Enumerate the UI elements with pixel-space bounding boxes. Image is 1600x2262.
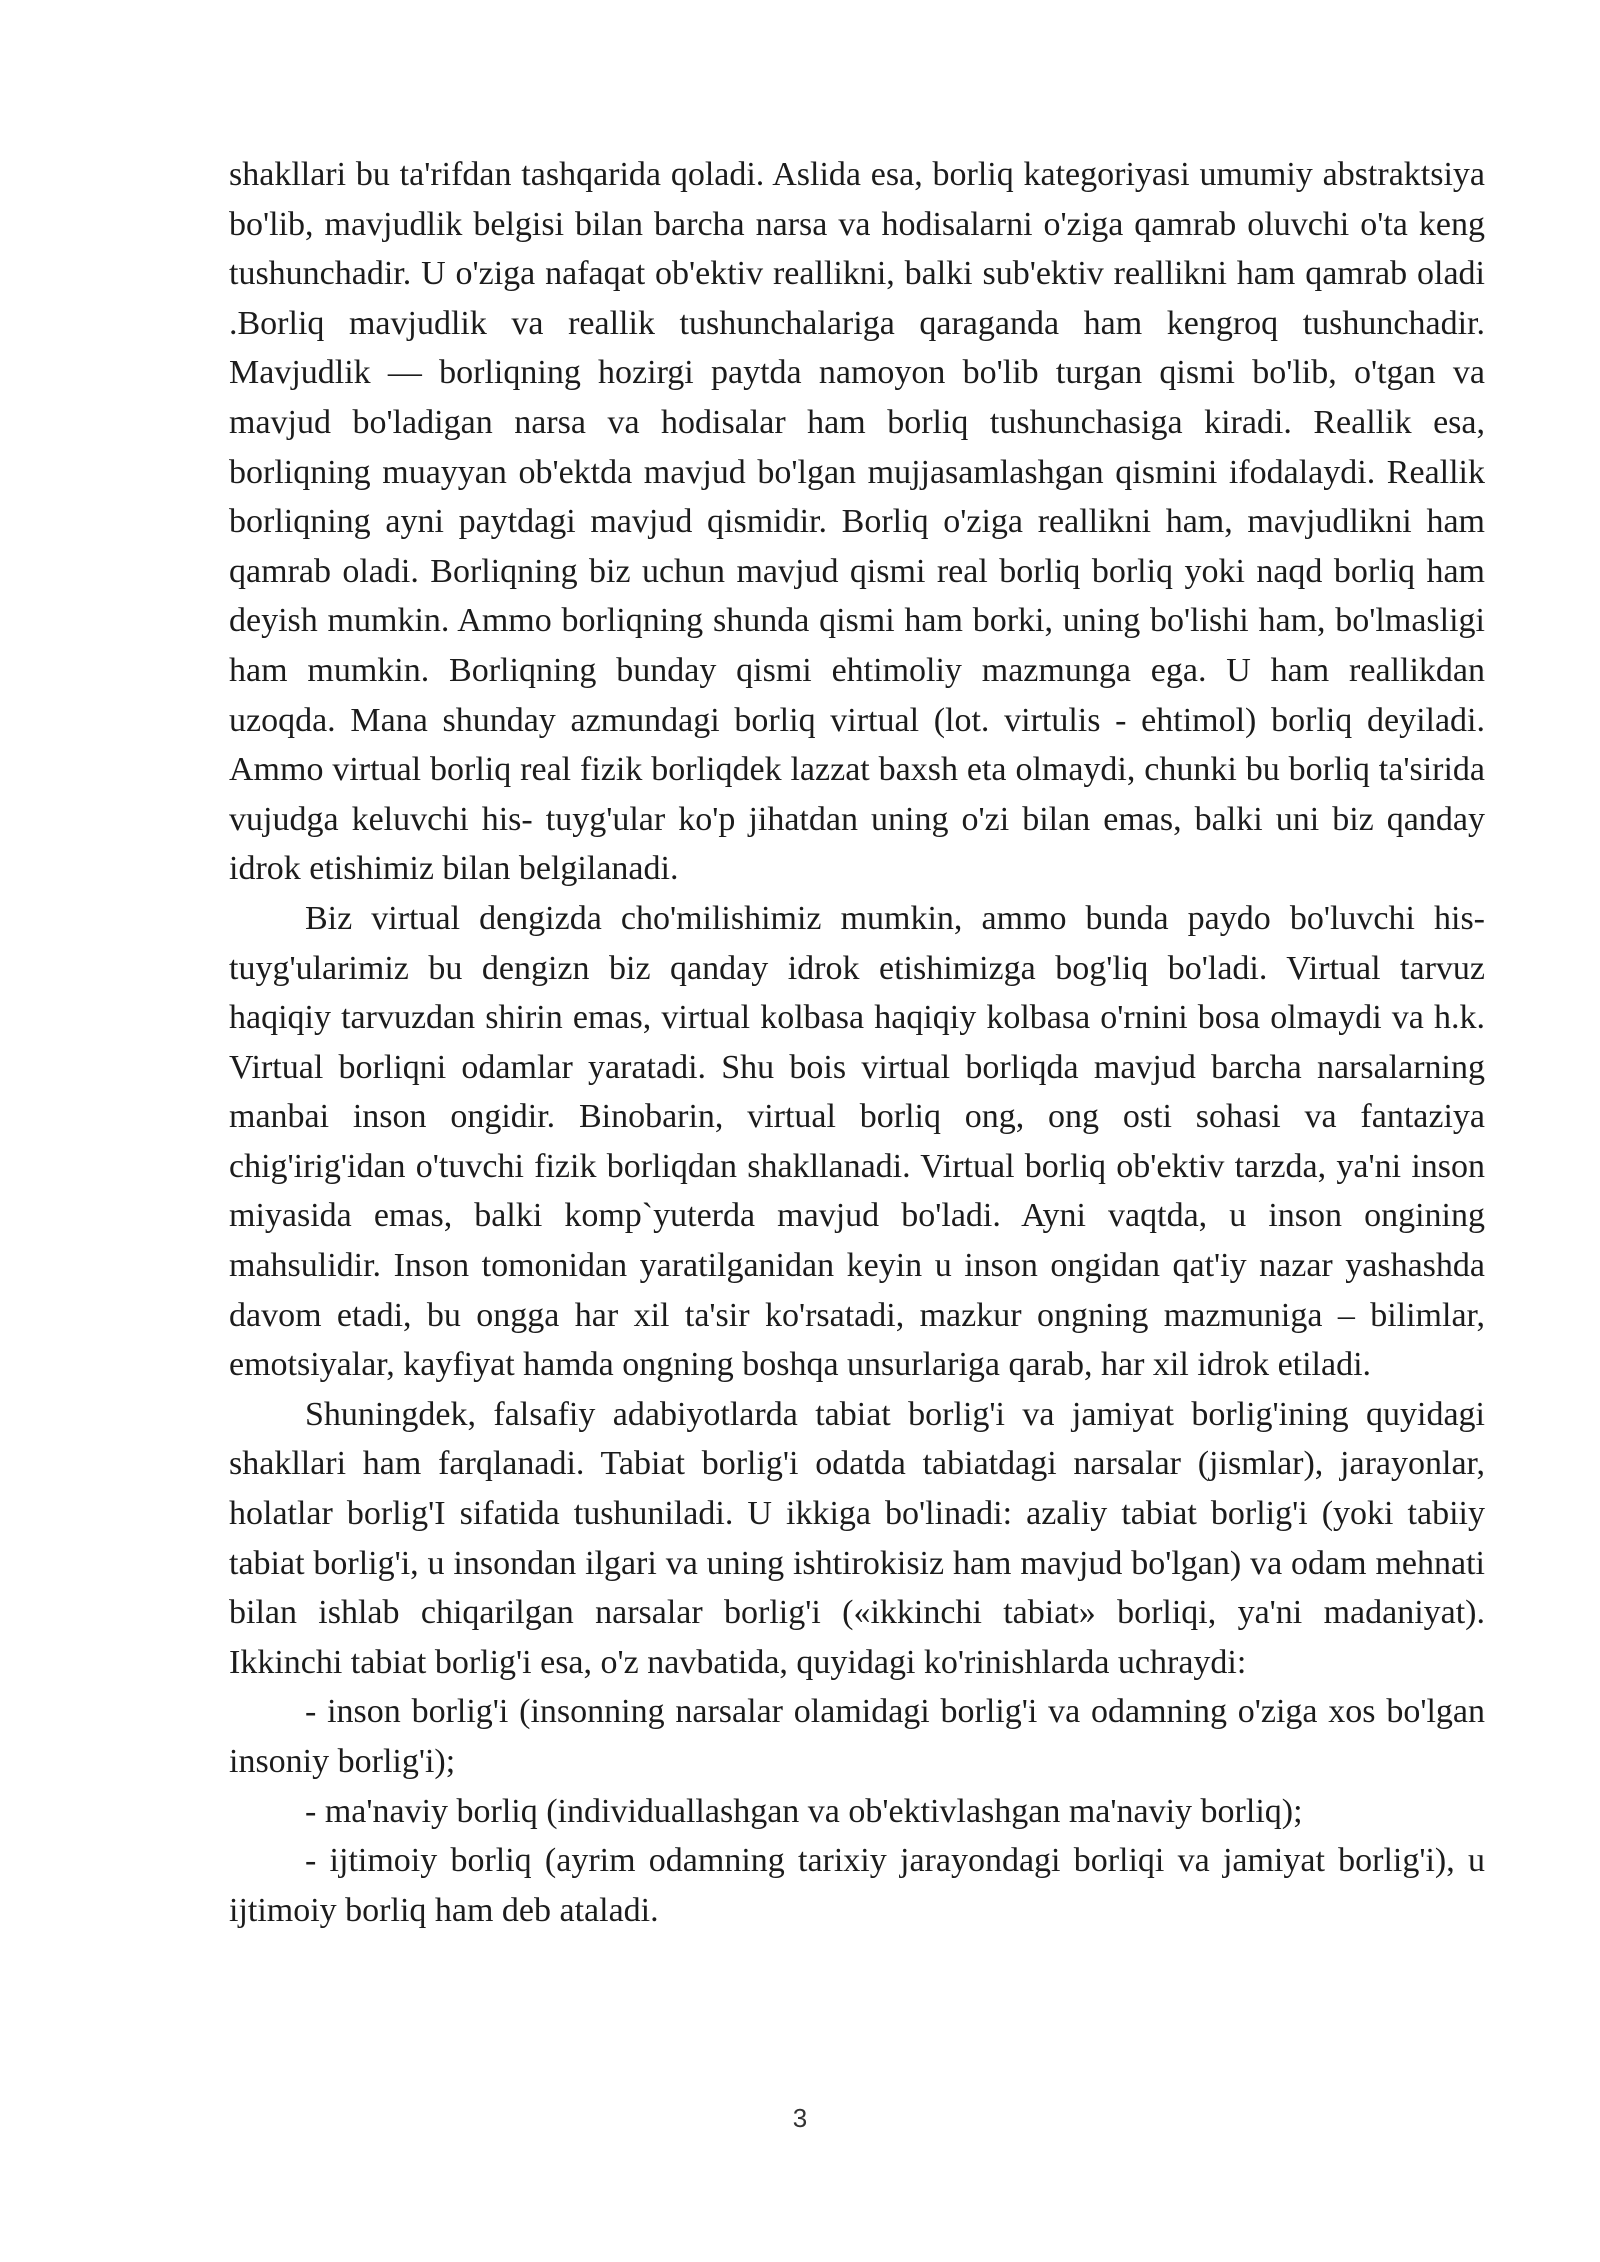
list-item-spiritual-being: - ma'naviy borliq (individuallashgan va ob'ektivlashgan ma'naviy borliq);	[305, 1792, 1303, 1830]
paragraph-virtual-reality: Biz virtual dengizda cho'milishimiz mumkin, ammo bunda paydo bo'luvchi his-tuyg'ularimiz bu dengizn biz qanday idrok etishimizga bog'liq bo'ladi. Virtual tarvuz haqiqiy tarvuzdan shirin emas, virtual kolbasa haqiqiy kolbasa o'rnini bosa olmaydi va h.k. Virtual borliqni odamlar yaratadi. Shu bois virtual borliqda mavjud barcha narsalarning manbai inson ongidir. Binobarin, virtual borliq ong, ong osti sohasi va fantaziya chig'irig'idan o'tuvchi fizik borliqdan shakllanadi. Virtual borliq ob'ektiv tarzda, ya'ni inson miyasida emas, balki komp`yuterda mavjud bo'ladi. Ayni vaqtda, u inson ongining mahsulidir. Inson tomonidan yaratilganidan keyin u inson ongidan qat'iy nazar yashashda davom etadi, bu ongga har xil ta'sir ko'rsatadi, mazkur ongning mazmuniga – bilimlar, emotsiyalar, kayfiyat hamda ongning boshqa unsurlariga qarab, har xil idrok etiladi.	[229, 899, 1485, 1384]
list-item-social-being: - ijtimoiy borliq (ayrim odamning tarixiy jarayondagi borliqi va jamiyat borlig'i), u ijtimoiy borliq ham deb ataladi.	[229, 1842, 1485, 1929]
page-number: 3	[792, 2103, 808, 2133]
paragraph-nature-society-being: Shuningdek, falsafiy adabiyotlarda tabiat borlig'i va jamiyat borlig'ining quyidagi shakllari ham farqlanadi. Tabiat borlig'i odatda tabiatdagi narsalar (jismlar), jarayonlar, holatlar borlig'I sifatida tushuniladi. U ikkiga bo'linadi: azaliy tabiat borlig'i (yoki tabiiy tabiat borlig'i, u insondan ilgari va uning ishtirokisiz ham mavjud bo'lgan) va odam mehnati bilan ishlab chiqarilgan narsalar borlig'i («ikkinchi tabiat» borliqi, ya'ni madaniyat). Ikkinchi tabiat borlig'i esa, o'z navbatida, quyidagi ko'rinishlarda uchraydi:	[229, 1395, 1485, 1681]
paragraph-continuation: shakllari bu ta'rifdan tashqarida qoladi. Aslida esa, borliq kategoriyasi umumiy abstraktsiya bo'lib, mavjudlik belgisi bilan barcha narsa va hodisalarni o'ziga qamrab oluvchi o'ta keng tushunchadir. U o'ziga nafaqat ob'ektiv reallikni, balki sub'ektiv reallikni ham qamrab oladi .Borliq mavjudlik va reallik tushunchalariga qaraganda ham kengroq tushunchadir. Mavjudlik — borliqning hozirgi paytda namoyon bo'lib turgan qismi bo'lib, o'tgan va mavjud bo'ladigan narsa va hodisalar ham borliq tushunchasiga kiradi. Reallik esa, borliqning muayyan ob'ektda mavjud bo'lgan mujjasamlashgan qismini ifodalaydi. Reallik borliqning ayni paytdagi mavjud qismidir. Borliq o'ziga reallikni ham, mavjudlikni ham qamrab oladi. Borliqning biz uchun mavjud qismi real borliq borliq yoki naqd borliq ham deyish mumkin. Ammo borliqning shunda qismi ham borki, uning bo'lishi ham, bo'lmasligi ham mumkin. Borliqning bunday qismi ehtimoliy mazmunga ega. U ham reallikdan uzoqda. Mana shunday azmundagi borliq virtual (lot. virtulis - ehtimol) borliq deyiladi. Ammo virtual borliq real fizik borliqdek lazzat baxsh eta olmaydi, chunki bu borliq ta'sirida vujudga keluvchi his- tuyg'ular ko'p jihatdan uning o'zi bilan emas, balki uni biz qanday idrok etishimiz bilan belgilanadi.	[229, 156, 1485, 888]
list-item-human-being: - inson borlig'i (insonning narsalar olamidagi borlig'i va odamning o'ziga xos bo'lgan insoniy borlig'i);	[229, 1693, 1485, 1780]
document-page	[229, 150, 1485, 1935]
